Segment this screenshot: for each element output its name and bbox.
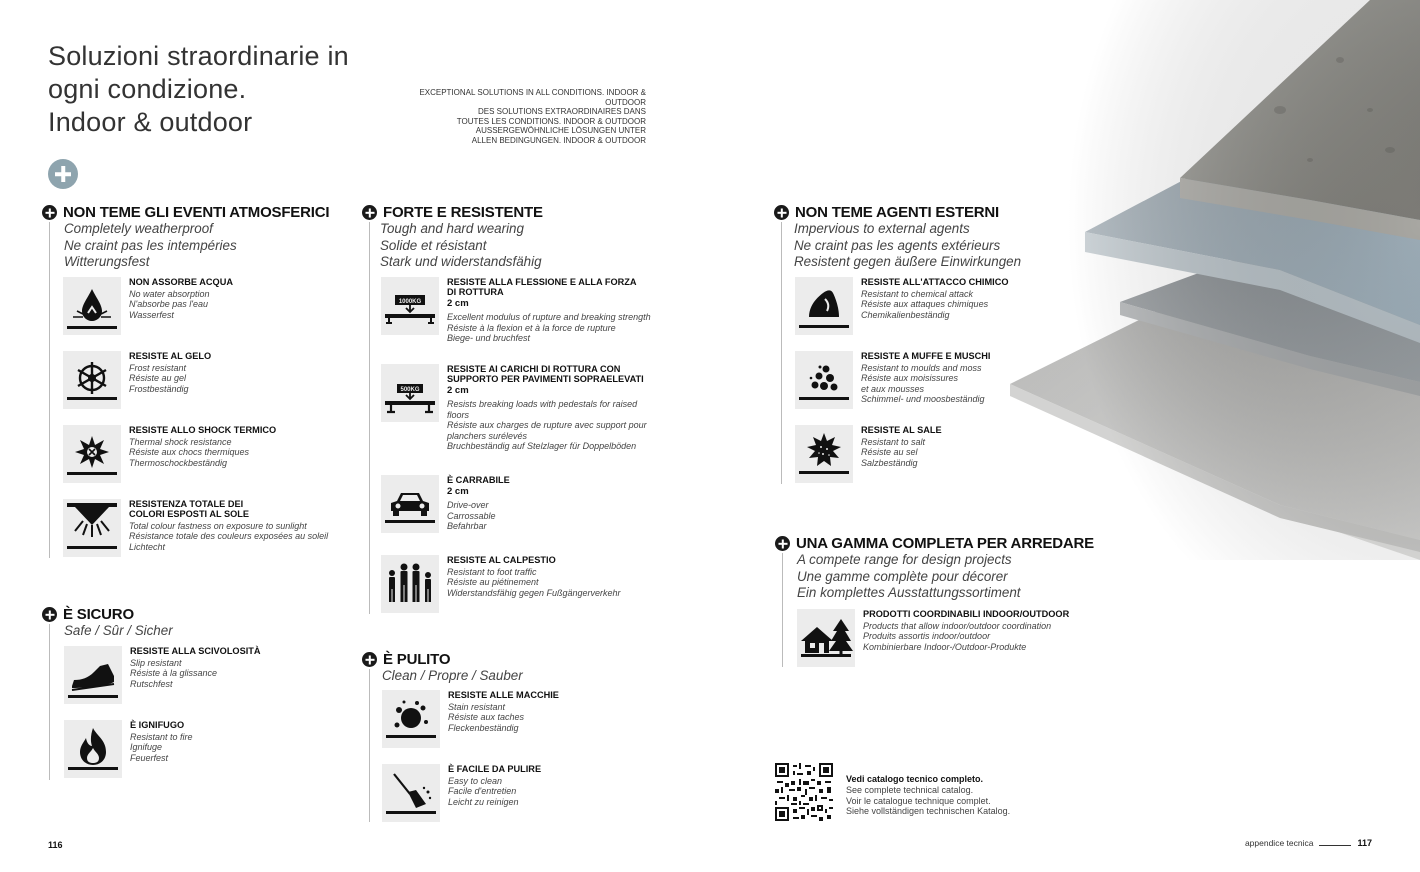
feature-line: Fleckenbeständig (448, 722, 519, 733)
car-icon (381, 475, 439, 533)
feature-line: N'absorbe pas l'eau (129, 299, 208, 310)
section-subtitle: Tough and hard wearing (380, 221, 524, 236)
feature-line: Slip resistant (130, 658, 182, 668)
feature-line: Stain resistant (448, 702, 506, 712)
page-number-left: 116 (48, 840, 63, 850)
qr-line: See complete technical catalog. (846, 784, 974, 795)
feature-chemical (795, 277, 1008, 335)
feature-line: Ignifuge (130, 742, 163, 753)
feature-title: COLORI ESPOSTI AL SOLE (129, 509, 249, 519)
feature-line: Résiste au sel (861, 447, 918, 458)
section-title: NON TEME GLI EVENTI ATMOSFERICI (63, 204, 330, 221)
feature-line: No water absorption (129, 289, 210, 299)
weight-icon-label: 1000KG (398, 299, 422, 305)
title-line-2: ogni condizione. (48, 74, 247, 104)
feature-thickness: 2 cm (447, 486, 469, 497)
stain-icon (382, 690, 440, 748)
feature-line: Résiste au gel (129, 373, 187, 384)
broom-icon (382, 764, 440, 822)
feature-title: NON ASSORBE ACQUA (129, 277, 233, 287)
feature-line: Résiste aux moisissures (861, 373, 959, 384)
section-title: NON TEME AGENTI ESTERNI (795, 204, 1000, 221)
plus-circle-icon (362, 652, 377, 667)
feature-line: Résistance totale des couleurs exposées au soleil (129, 531, 329, 542)
subtitle-line: AUSSERGEWÖHNLICHE LÖSUNGEN UNTER (475, 126, 646, 136)
feature-line: Resistant to salt (861, 437, 926, 447)
section-weatherproof (42, 204, 329, 271)
subtitle-line: EXCEPTIONAL SOLUTIONS IN ALL CONDITIONS. INDOOR & OUTDOOR (419, 88, 646, 107)
thermal-shock-icon (63, 425, 121, 483)
shoe-icon (64, 646, 122, 704)
feature-sun (63, 499, 328, 557)
water-drop-icon (63, 277, 121, 335)
section-subtitle: Resistent gegen äußere Einwirkungen (794, 254, 1022, 269)
section-strong (362, 204, 543, 271)
feature-line: Befahrbar (447, 521, 487, 532)
feature-line: Thermal shock resistance (129, 437, 232, 447)
feature-title: SUPPORTO PER PAVIMENTI SOPRAELEVATI (447, 374, 644, 384)
divider (49, 624, 50, 780)
feature-title: PRODOTTI COORDINABILI INDOOR/OUTDOOR (863, 609, 1070, 619)
section-subtitle: Stark und widerstandsfähig (380, 254, 542, 269)
title-line-3: Indoor & outdoor (48, 107, 253, 137)
section-title: È SICURO (63, 606, 134, 623)
feature-line: Products that allow indoor/outdoor coordination (863, 621, 1052, 631)
feature-line: floors (447, 409, 470, 420)
feature-easy-clean (382, 764, 541, 822)
subtitle-line: DES SOLUTIONS EXTRAORDINAIRES DANS (477, 107, 646, 117)
feature-line: Feuerfest (130, 752, 169, 763)
feature-line: Resists breaking loads with pedestals for raised (447, 399, 638, 410)
feature-salt (795, 425, 942, 483)
feature-line: Resistant to moulds and moss (861, 363, 982, 373)
section-subtitle: Ein komplettes Ausstattungssortiment (797, 585, 1021, 600)
qr-line: Siehe vollständigen technischen Katalog. (846, 806, 1011, 817)
feature-line: Thermoschockbeständig (129, 457, 228, 468)
feature-line: Rutschfest (130, 678, 173, 689)
subtitle-line: ALLEN BEDINGUNGEN. INDOOR & OUTDOOR (471, 135, 646, 145)
weight-1000kg-icon (381, 277, 439, 335)
feature-title: RESISTE AL CALPESTIO (447, 555, 556, 565)
feature-breaking-load (381, 364, 647, 451)
plus-circle-icon (774, 205, 789, 220)
feature-line: Resistant to fire (130, 732, 193, 742)
feature-line: Widerstandsfähig gegen Fußgängerverkehr (447, 587, 621, 598)
feature-water (63, 277, 233, 335)
section-clean (362, 651, 523, 685)
section-subtitle: Solide et résistant (380, 237, 487, 253)
qr-title: Vedi catalogo tecnico completo. (846, 774, 984, 784)
feature-line: Résiste à la glissance (130, 668, 218, 679)
feature-line: Frost resistant (129, 363, 187, 373)
footer-section-label: appendice tecnica (1244, 838, 1314, 848)
feature-slip (64, 646, 261, 704)
translated-subtitle (380, 88, 646, 146)
snowflake-icon (63, 351, 121, 409)
plus-circle-icon (48, 159, 78, 189)
feature-line: et aux mousses (861, 383, 925, 394)
feature-line: Résiste aux taches (448, 712, 525, 723)
footer-right (1245, 838, 1372, 848)
feature-line: Résiste aux attaques chimiques (861, 299, 989, 310)
feature-mould (795, 351, 990, 409)
plus-circle-icon (42, 607, 57, 622)
divider (782, 553, 783, 667)
feature-fire (64, 720, 193, 778)
feature-line: Easy to clean (448, 776, 503, 786)
salt-icon (795, 425, 853, 483)
feature-line: Excellent modulus of rupture and breaking strength (447, 312, 651, 323)
feature-line: Chemikalienbeständig (861, 309, 950, 320)
fire-icon (64, 720, 122, 778)
feature-title: RESISTE AL SALE (861, 425, 942, 435)
section-subtitle: Ne craint pas les agents extérieurs (794, 237, 1001, 253)
plus-circle-icon (362, 205, 377, 220)
section-subtitle: Witterungsfest (64, 254, 150, 269)
house-tree-icon (797, 609, 855, 667)
section-title: UNA GAMMA COMPLETA PER ARREDARE (796, 535, 1094, 552)
section-title: FORTE E RESISTENTE (383, 204, 543, 221)
section-subtitle: Safe / Sûr / Sicher (64, 623, 173, 638)
feature-line: Total colour fastness on exposure to sunlight (129, 521, 307, 531)
feature-title: RESISTE AL GELO (129, 351, 212, 361)
stacked-tiles-image (980, 0, 1420, 560)
weight-icon-label: 500KG (400, 387, 420, 393)
feature-line: Resistant to chemical attack (861, 289, 974, 299)
feature-thickness: 2 cm (447, 385, 469, 396)
feature-foot-traffic (381, 555, 621, 613)
weight-500kg-icon (381, 364, 439, 422)
feature-line: Produits assortis indoor/outdoor (863, 631, 991, 642)
feature-line: Leicht zu reinigen (448, 796, 519, 807)
feature-title: RESISTE A MUFFE E MUSCHI (861, 351, 991, 361)
feature-line: Drive-over (447, 500, 489, 511)
feature-title: RESISTE ALLO SHOCK TERMICO (129, 425, 277, 435)
section-subtitle: Impervious to external agents (794, 221, 970, 236)
feature-frost (63, 351, 211, 409)
qr-caption (846, 774, 1010, 817)
feature-line: Schimmel- und moosbeständig (861, 394, 985, 405)
page-number-right: 117 (1357, 838, 1372, 848)
divider (369, 669, 370, 822)
feature-line: Carrossable (447, 510, 496, 521)
plus-circle-icon (42, 205, 57, 220)
section-safe (42, 606, 173, 640)
feature-line: Résiste au piétinement (447, 577, 539, 588)
section-subtitle: Une gamme complète pour décorer (797, 568, 1008, 584)
section-external-agents (774, 204, 1021, 271)
mould-icon (795, 351, 853, 409)
subtitle-line: TOUTES LES CONDITIONS. INDOOR & OUTDOOR (456, 116, 646, 126)
feature-line: planchers surélevés (447, 430, 528, 441)
section-subtitle: Completely weatherproof (64, 221, 213, 236)
section-subtitle: Clean / Propre / Sauber (382, 668, 523, 683)
sun-icon (63, 499, 121, 557)
feature-title: RESISTE ALLA FLESSIONE E ALLA FORZA (447, 277, 637, 287)
footer-rule (1319, 845, 1351, 846)
feature-title: DI ROTTURA (447, 287, 504, 297)
feature-title: RESISTE ALL'ATTACCO CHIMICO (861, 277, 1009, 287)
divider (369, 222, 370, 614)
feature-title: È FACILE DA PULIRE (448, 764, 542, 774)
feature-flexural (381, 277, 651, 344)
feature-title: RESISTE ALLE MACCHIE (448, 690, 559, 700)
feature-title: È CARRABILE (447, 475, 510, 485)
divider (49, 222, 50, 558)
feature-drive-over (381, 475, 510, 533)
feature-stain (382, 690, 559, 748)
feature-line: Résiste aux chocs thermiques (129, 447, 250, 458)
qr-line: Voir le catalogue technique complet. (846, 795, 991, 806)
section-subtitle: Ne craint pas les intempéries (64, 237, 237, 253)
feature-title: RESISTENZA TOTALE DEI (129, 499, 244, 509)
section-subtitle: A compete range for design projects (797, 552, 1012, 567)
feature-line: Kombinierbare Indoor-/Outdoor-Produkte (863, 641, 1027, 652)
feature-line: Lichtecht (129, 541, 166, 552)
feature-thermal-shock (63, 425, 276, 483)
people-icon (381, 555, 439, 613)
divider (781, 222, 782, 484)
feature-line: Bruchbeständig auf Stelzlager für Doppelböden (447, 441, 637, 452)
feature-title: RESISTE ALLA SCIVOLOSITÀ (130, 646, 261, 656)
feature-line: Salzbeständig (861, 457, 918, 468)
feature-line: Facile d'entretien (448, 786, 517, 797)
feature-line: Biege- und bruchfest (447, 333, 531, 344)
title-line-1: Soluzioni straordinarie in (48, 41, 349, 71)
section-complete-range (775, 535, 1094, 602)
section-title: È PULITO (383, 651, 451, 668)
feature-title: È IGNIFUGO (130, 720, 185, 730)
feature-coordinated-products (797, 609, 1069, 667)
chemical-icon (795, 277, 853, 335)
qr-code[interactable] (775, 763, 833, 821)
page-title (48, 40, 349, 139)
feature-line: Wasserfest (129, 309, 174, 320)
feature-line: Frostbeständig (129, 383, 189, 394)
feature-line: Résiste à la flexion et à la force de rupture (447, 322, 616, 333)
feature-thickness: 2 cm (447, 298, 469, 309)
feature-line: Résiste aux charges de rupture avec support pour (447, 420, 647, 431)
feature-title: RESISTE AI CARICHI DI ROTTURA CON (447, 364, 621, 374)
feature-line: Resistant to foot traffic (447, 567, 537, 577)
plus-circle-icon (775, 536, 790, 551)
